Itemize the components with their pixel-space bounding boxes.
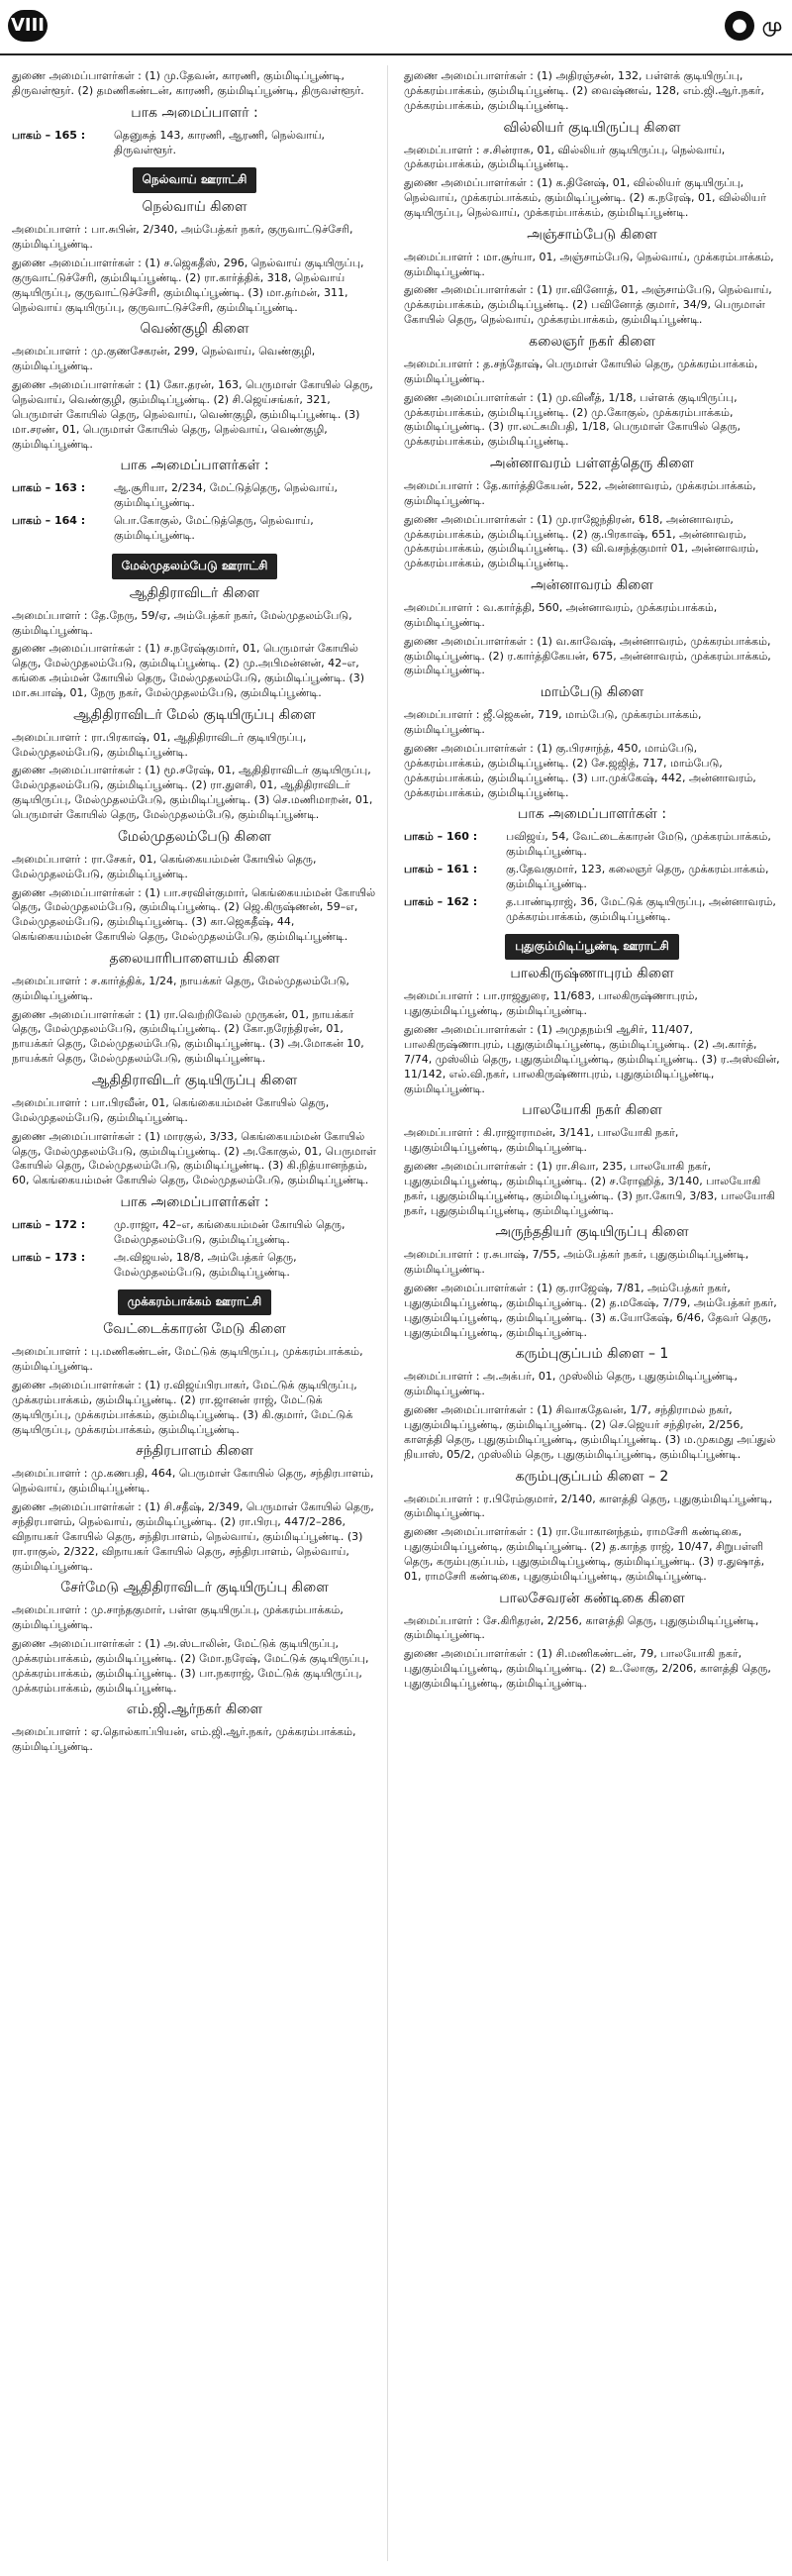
booth-value: ஆ.சூரியா, 2/234, மேட்டுத்தெரு, நெல்வாய், கும்மிடிப்பூண்டி. [114,481,338,510]
paragraph: துணை அமைப்பாளர்கள் : (1) ரா.யோகானந்தம், ராமசேரி கண்டிகை, புதுகும்மிடிப்பூண்டி, கும்மிடிப்பூண்டி. (2) த.காந்த ராஜ், 10/47, சிறுபள்ளி தெரு, கரும்புகுப்பம், புதுகும்மிடிப்பூண்டி, கும்மிடிப்பூண்டி. (3) ர.துஷாத், 01, ராமசேரி கண்டிகை, புதுகும்மிடிப்பூண்டி, கும்மிடிப்பூண்டி. [404,1525,765,1583]
booth-row [12,1218,377,1248]
booth-row [404,895,780,925]
paragraph: அமைப்பாளர் : சே.கிரிதரன், 2/256, காளத்தி தெரு, புதுகும்மிடிப்பூண்டி, கும்மிடிப்பூண்டி. [404,1613,759,1642]
paragraph: அமைப்பாளர் : ரா.சேகர், 01, கெங்கையம்மன் கோயில் தெரு, மேல்முதலம்பேடு, கும்மிடிப்பூண்டி. [12,852,317,880]
paragraph: அமைப்பாளர் : தே.கார்த்திகேயன், 522, அன்னாவரம், முக்கரம்பாக்கம், கும்மிடிப்பூண்டி. [404,479,756,507]
branch-heading: நெல்வாய் கிளை [142,199,248,216]
paragraph: அமைப்பாளர் : ர.சுபாஷ், 7/55, அம்பேத்கர் நகர், புதுகும்மிடிப்பூண்டி, கும்மிடிப்பூண்டி. [404,1248,749,1277]
booth-label: பாகம் – 173 : [12,1250,86,1264]
branch-heading: பாக அமைப்பாளர்கள் : [517,806,667,823]
branch-heading: வேட்டைக்காரன் மேடு கிளை [103,1321,286,1338]
header-brand [725,10,782,42]
booth-value: தெனுசுத் 143, காரணி, ஆரணி, நெல்வாய், திருவள்ளூர். [114,128,326,156]
booth-label: பாகம் – 160 : [404,830,478,844]
branch-heading: அருந்ததியர் குடியிருப்பு கிளை [495,1224,689,1241]
branch-heading: அன்னாவரம் பள்ளத்தெரு கிளை [490,456,694,472]
paragraph: துணை அமைப்பாளர்கள் : (1) ச.ஜெகதீஸ், 296, நெல்வாய் குடியிருப்பு, குருவாட்டுச்சேரி, கும்மிடிப்பூண்டி. (2) ரா.கார்த்திக், 318, நெல்வாய் குடியிருப்பு, குருவாட்டுச்சேரி, கும்மிடிப்பூண்டி. (3) மா.தர்மன், 311, நெல்வாய் குடியிருப்பு, குருவாட்டுச்சேரி, கும்மிடிப்பூண்டி. [12,257,364,314]
page-number: VIII [8,10,48,42]
branch-heading: எம்.ஜி.ஆர்நகர் கிளை [126,1701,263,1718]
paragraph: துணை அமைப்பாளர்கள் : (1) சிவாகதேவன், 1/7, சந்திராமல் நகர், புதுகும்மிடிப்பூண்டி, கும்மிடிப்பூண்டி. (2) செ.ஜெயர் சந்திரன், 2/256, காளத்தி தெரு, புதுகும்மிடிப்பூண்டி, கும்மிடிப்பூண்டி. (3) ம.முகமது அப்துல் நியாஸ், 05/2, முஸ்லிம் தெரு, புதுகும்மிடிப்பூண்டி, கும்மிடிப்பூண்டி. [404,1403,776,1461]
section-heading [12,554,377,579]
section-heading [12,167,377,193]
booth-row [12,481,377,511]
paragraph: துணை அமைப்பாளர்கள் : (1) ர.விஜய்பிரபாகர், மேட்டுக் குடியிருப்பு, முக்கரம்பாக்கம், கும்மிடிப்பூண்டி. (2) ரா.ஜானன் ராஜ், மேட்டுக் குடியிருப்பு, முக்கரம்பாக்கம், கும்மிடிப்பூண்டி. (3) கி.குமார், மேட்டுக் குடியிருப்பு, முக்கரம்பாக்கம், கும்மிடிப்பூண்டி. [12,1379,357,1436]
paragraph: துணை அமைப்பாளர்கள் : (1) மூ.சரேஷ், 01, ஆதிதிராவிடர் குடியிருப்பு, மேல்முதலம்பேடு, கும்மிடிப்பூண்டி. (2) ரா.துளசி, 01, ஆதிதிராவிடர் குடியிருப்பு, மேல்முதலம்பேடு, கும்மிடிப்பூண்டி. (3) செ.மணிமாறன், 01, பெருமாள் கோயில் தெரு, மேல்முதலம்பேடு, கும்மிடிப்பூண்டி. [12,764,373,821]
booth-value: அ.விஜயல், 18/8, அம்பேத்கர் தெரு, மேல்முதலம்பேடு, கும்மிடிப்பூண்டி. [114,1250,297,1279]
booth-value: மு.ராஜா, 42–எ, கங்கையம்மன் கோயில் தெரு, மேல்முதலம்பேடு, கும்மிடிப்பூண்டி. [114,1218,346,1246]
paragraph: துணை அமைப்பாளர்கள் : (1) சி.மணிகண்டன், 79, பாலயோகி நகர், புதுகும்மிடிப்பூண்டி, கும்மிடிப்பூண்டி. (2) உ.லோகு, 2/206, காளத்தி தெரு, புதுகும்மிடிப்பூண்டி, கும்மிடிப்பூண்டி. [404,1647,771,1690]
paragraph: துணை அமைப்பாளர்கள் : (1) அமுதநம்பி ஆசிர், 11/407, பாலகிருஷ்ணாபுரம், புதுகும்மிடிப்பூண்டி, கும்மிடிப்பூண்டி. (2) அ.கார்த், 7/74, முஸ்லிம் தெரு, புதுகும்மிடிப்பூண்டி, கும்மிடிப்பூண்டி. (3) ர.அஸ்வின், 11/142, எல்.வி.நகர், பாலகிருஷ்ணாபுரம், புதுகும்மிடிப்பூண்டி, கும்மிடிப்பூண்டி. [404,1023,780,1095]
booth-label: பாகம் – 161 : [404,863,478,876]
paragraph: துணை அமைப்பாளர்கள் : (1) ரா.வெற்றிவேல் முருகன், 01, நாயக்கர் தெரு, மேல்முதலம்பேடு, கும்மிடிப்பூண்டி. (2) கோ.நரேந்திரன், 01, நாயக்கர் தெரு, மேல்முதலம்பேடு, கும்மிடிப்பூண்டி. (3) அ.மோகன் 10, நாயக்கர் தெரு, மேல்முதலம்பேடு, கும்மிடிப்பூண்டி. [12,1007,364,1066]
paragraph: அமைப்பாளர் : ச.கார்த்திக், 1/24, நாயக்கர் தெரு, மேல்முதலம்பேடு, கும்மிடிப்பூண்டி. [12,974,349,1002]
paragraph: அமைப்பாளர் : தே.நேரு, 59/ஏ, அம்பேத்கர் நகர், மேல்முதலம்பேடு, கும்மிடிப்பூண்டி. [12,608,352,637]
header-right-text: மு [762,14,782,36]
paragraph: அமைப்பாளர் : ச.சின்ராசு, 01, வில்லியர் குடியிருப்பு, நெல்வாய், முக்கரம்பாக்கம், கும்மிடிப்பூண்டி. [404,143,726,171]
section-heading-text: நெல்வாய் ஊராட்சி [133,167,257,193]
booth-row [12,1251,377,1281]
paragraph: அமைப்பாளர் : ஏ.தொல்காப்பியன், எம்.ஜி.ஆர்.நகர், முக்கரம்பாக்கம், கும்மிடிப்பூண்டி. [12,1725,356,1754]
branch-heading: சேர்மேடு ஆதிதிராவிடர் குடியிருப்பு கிளை [60,1580,329,1597]
brand-icon: ● [725,11,754,41]
branch-heading: ஆதிதிராவிடர் குடியிருப்பு கிளை [91,1072,298,1088]
paragraph: அமைப்பாளர் : பா.ராஜதுரை, 11/683, பாலகிருஷ்ணாபுரம், புதுகும்மிடிப்பூண்டி, கும்மிடிப்பூண்டி. [404,989,698,1018]
paragraph: துணை அமைப்பாளர்கள் : (1) மு.தேவன், காரணி, கும்மிடிப்பூண்டி, திருவள்ளூர். (2) தமணிகண்டன், காரணி, கும்மிடிப்பூண்டி, திருவள்ளூர். [12,69,364,97]
paragraph: அமைப்பாளர் : பா.சுபின், 2/340, அம்பேத்கர் நகர், குருவாட்டுச்சேரி, கும்மிடிப்பூண்டி. [12,223,353,252]
branch-heading: பாலசேவரன் கண்டிகை கிளை [499,1590,685,1606]
paragraph: அமைப்பாளர் : அ.அக்பர், 01, முஸ்லிம் தெரு, புதுகும்மிடிப்பூண்டி, கும்மிடிப்பூண்டி. [404,1370,738,1398]
branch-heading: தலையாரிபாளையம் கிளை [109,950,280,967]
paragraph: துணை அமைப்பாளர்கள் : (1) வ.காவேஷ், அன்னாவரம், முக்கரம்பாக்கம், கும்மிடிப்பூண்டி. (2) ர.கார்த்திகேயன், 675, அன்னாவரம், முக்கரம்பாக்கம், கும்மிடிப்பூண்டி. [404,634,771,677]
left-column [12,65,388,2561]
booth-label: பாகம் – 165 : [12,128,86,142]
paragraph: அமைப்பாளர் : மு.சாந்தகுமார், பள்ள குடியிருப்பு, முக்கரம்பாக்கம், கும்மிடிப்பூண்டி. [12,1603,344,1632]
booth-label: பாகம் – 164 : [12,514,86,528]
booth-value: பவிஜய், 54, வேட்டைக்காரன் மேடு, முக்கரம்பாக்கம், கும்மிடிப்பூண்டி. [506,830,771,859]
paragraph: துணை அமைப்பாளர்கள் : (1) கு.பிரசாந்த், 450, மாம்பேடு, முக்கரம்பாக்கம், கும்மிடிப்பூண்டி. (2) சே.ஜஜித், 717, மாம்பேடு, முக்கரம்பாக்கம், கும்மிடிப்பூண்டி. (3) பா.முக்கேஷ், 442, அன்னாவரம், முக்கரம்பாக்கம், கும்மிடிப்பூண்டி. [404,742,756,799]
branch-heading: ஆதிதிராவிடர் கிளை [129,584,260,601]
section-heading-text: முக்கரம்பாக்கம் ஊராட்சி [118,1289,271,1315]
paragraph: துணை அமைப்பாளர்கள் : (1) கு.ராஜேஷ், 7/81, அம்பேத்கர் நகர், புதுகும்மிடிப்பூண்டி, கும்மிடிப்பூண்டி. (2) த.மகேஷ், 7/79, அம்பேத்கர் நகர், புதுகும்மிடிப்பூண்டி, கும்மிடிப்பூண்டி. (3) க.யோகேஷ், 6/46, தேவர் தெரு, புதுகும்மிடிப்பூண்டி, கும்மிடிப்பூண்டி. [404,1282,777,1339]
branch-heading: கலைஞர் நகர் கிளை [529,333,655,350]
paragraph: அமைப்பாளர் : த.சந்தோஷ், பெருமாள் கோயில் தெரு, முக்கரம்பாக்கம், கும்மிடிப்பூண்டி. [404,357,758,385]
branch-heading: பாக அமைப்பாளர் : [131,104,258,121]
booth-value: த.பாண்டிராஜ், 36, மேட்டுக் குடியிருப்பு, அன்னாவரம், முக்கரம்பாக்கம், கும்மிடிப்பூண்டி. [506,894,776,923]
section-heading [404,934,780,960]
branch-heading: மாம்பேடு கிளை [540,684,644,701]
paragraph: துணை அமைப்பாளர்கள் : (1) அ.ஸ்டாலின், மேட்டுக் குடியிருப்பு, முக்கரம்பாக்கம், கும்மிடிப்பூண்டி. (2) மோ.நரேஷ், மேட்டுக் குடியிருப்பு, முக்கரம்பாக்கம், கும்மிடிப்பூண்டி. (3) பா.நகராஜ், மேட்டுக் குடியிருப்பு, முக்கரம்பாக்கம், கும்மிடிப்பூண்டி. [12,1637,369,1695]
two-column-content [12,65,780,2561]
paragraph: அமைப்பாளர் : ரா.பிரகாஷ், 01, ஆதிதிராவிடர் குடியிருப்பு, மேல்முதலம்பேடு, கும்மிடிப்பூண்டி. [12,730,307,759]
booth-value: பொ.கோகுல், மேட்டுத்தெரு, நெல்வாய், கும்மிடிப்பூண்டி. [114,514,314,542]
branch-heading: வில்லியர் குடியிருப்பு கிளை [503,119,681,136]
branch-heading: பாலகிருஷ்ணாபுரம் கிளை [510,966,674,982]
paragraph: துணை அமைப்பாளர்கள் : (1) மு.வினீத், 1/18, பள்ளக் குடியிருப்பு, முக்கரம்பாக்கம், கும்மிடிப்பூண்டி. (2) மு.கோகுல், முக்கரம்பாக்கம், கும்மிடிப்பூண்டி. (3) ரா.லட்சுமிபதி, 1/18, பெருமாள் கோயில் தெரு, முக்கரம்பாக்கம், கும்மிடிப்பூண்டி. [404,390,742,449]
branch-heading: கரும்புகுப்பம் கிளை – 1 [515,1346,669,1363]
paragraph: அமைப்பாளர் : மு.குணசேகரன், 299, நெல்வாய், வெண்குழி, கும்மிடிப்பூண்டி. [12,345,316,373]
paragraph: துணை அமைப்பாளர்கள் : (1) சி.சதீஷ், 2/349, பெருமாள் கோயில் தெரு, சந்திரபாளம், நெல்வாய், கும்மிடிப்பூண்டி. (2) ரா.பிரபு, 447/2–286, விநாயகர் கோயில் தெரு, சந்திரபாளம், நெல்வாய், கும்மிடிப்பூண்டி. (3) ரா.ராகுல், 2/322, விநாயகர் கோயில் தெரு, சந்திரபாளம், நெல்வாய், கும்மிடிப்பூண்டி. [12,1500,374,1573]
paragraph: அமைப்பாளர் : ர.பிரேம்குமார், 2/140, காளத்தி தெரு, புதுகும்மிடிப்பூண்டி, கும்மிடிப்பூண்டி. [404,1492,773,1520]
branch-heading: சந்திரபாளம் கிளை [136,1443,253,1460]
paragraph: துணை அமைப்பாளர்கள் : (1) ரா.வினோத், 01, அஞ்சாம்பேடு, நெல்வாய், முக்கரம்பாக்கம், கும்மிடிப்பூண்டி. (2) பவினோத் குமார், 34/9, பெருமாள் கோயில் தெரு, நெல்வாய், முக்கரம்பாக்கம், கும்மிடிப்பூண்டி. [404,283,772,327]
branch-heading: வெண்குழி கிளை [140,321,249,338]
booth-label: பாகம் – 163 : [12,481,86,495]
branch-heading: கரும்புகுப்பம் கிளை – 2 [515,1468,669,1485]
booth-row [12,514,377,544]
paragraph: துணை அமைப்பாளர்கள் : (1) அதிரஞ்சன், 132, பள்ளக் குடியிருப்பு, முக்கரம்பாக்கம், கும்மிடிப்பூண்டி. (2) வைஷ்ணவ், 128, எம்.ஜி.ஆர்.நகர், முக்கரம்பாக்கம், கும்மிடிப்பூண்டி. [404,69,764,112]
paragraph: துணை அமைப்பாளர்கள் : (1) மாரகுல், 3/33, கெங்கையம்மன் கோயில் தெரு, மேல்முதலம்பேடு, கும்மிடிப்பூண்டி. (2) அ.கோகுல், 01, பெருமாள் கோயில் தெரு, மேல்முதலம்பேடு, கும்மிடிப்பூண்டி. (3) கி.நித்யானந்தம், 60, கெங்கையம்மன் கோயில் தெரு, மேல்முதலம்பேடு, கும்மிடிப்பூண்டி. [12,1129,376,1187]
paragraph: அமைப்பாளர் : மா.சூர்யா, 01, அஞ்சாம்பேடு, நெல்வாய், முக்கரம்பாக்கம், கும்மிடிப்பூண்டி. [404,250,774,278]
paragraph: அமைப்பாளர் : கி.ராஜாராமன், 3/141, பாலயோகி நகர், புதுகும்மிடிப்பூண்டி, கும்மிடிப்பூண்டி. [404,1126,679,1155]
section-heading [12,1289,377,1315]
branch-heading: பாலயோகி நகர் கிளை [522,1102,662,1119]
paragraph: அமைப்பாளர் : வ.கார்த்தி, 560, அன்னாவரம், முக்கரம்பாக்கம், கும்மிடிப்பூண்டி. [404,601,718,629]
branch-heading: பாக அமைப்பாளர்கள் : [120,1194,269,1211]
branch-heading: பாக அமைப்பாளர்கள் : [120,458,269,474]
booth-row [12,129,377,158]
branch-heading: மேல்முதலம்பேடு கிளை [117,828,272,845]
paragraph: துணை அமைப்பாளர்கள் : (1) ச.நரேஷ்குமார், 01, பெருமாள் கோயில் தெரு, மேல்முதலம்பேடு, கும்மிடிப்பூண்டி. (2) மு.அபிமன்னன், 42–எ, கங்கை அம்மன் கோயில் தெரு, மேல்முதலம்பேடு, கும்மிடிப்பூண்டி. (3) மா.சுபாஷ், 01, நேரு நகர், மேல்முதலம்பேடு, கும்மிடிப்பூண்டி. [12,642,365,699]
booth-value: கு.தேவகுமார், 123, கலைஞர் தெரு, முக்கரம்பாக்கம், கும்மிடிப்பூண்டி. [506,863,769,890]
branch-heading: அஞ்சாம்பேடு கிளை [527,226,657,243]
paragraph: அமைப்பாளர் : பு.மணிகண்டன், மேட்டுக் குடியிருப்பு, முக்கரம்பாக்கம், கும்மிடிப்பூண்டி. [12,1345,363,1374]
paragraph: துணை அமைப்பாளர்கள் : (1) பா.சரவிள்குமார், கெங்கையம்மன் கோயில் தெரு, மேல்முதலம்பேடு, கும்மிடிப்பூண்டி. (2) ஜெ.கிருஷ்ணன், 59–எ, மேல்முதலம்பேடு, கும்மிடிப்பூண்டி. (3) கா.ஜெகதீஷ், 44, கெங்கையம்மன் கோயில் தெரு, மேல்முதலம்பேடு, கும்மிடிப்பூண்டி. [12,885,376,944]
booth-row [404,863,780,892]
paragraph: துணை அமைப்பாளர்கள் : (1) ரா.சிவா, 235, பாலயோகி நகர், புதுகும்மிடிப்பூண்டி, கும்மிடிப்பூண்டி. (2) ச.ரோஹித், 3/140, பாலயோகி நகர், புதுகும்மிடிப்பூண்டி, கும்மிடிப்பூண்டி. (3) நா.கோபி, 3/83, பாலயோகி நகர், புதுகும்மிடிப்பூண்டி, கும்மிடிப்பூண்டி. [404,1160,776,1217]
paragraph: துணை அமைப்பாளர்கள் : (1) கோ.தரன், 163, பெருமாள் கோயில் தெரு, நெல்வாய், வெண்குழி, கும்மிடிப்பூண்டி. (2) சி.ஜெய்சங்கர், 321, பெருமாள் கோயில் தெரு, நெல்வாய், வெண்குழி, கும்மிடிப்பூண்டி. (3) மா.சரண், 01, பெருமாள் கோயில் தெரு, நெல்வாய், வெண்குழி, கும்மிடிப்பூண்டி. [12,378,373,451]
paragraph: துணை அமைப்பாளர்கள் : (1) மு.ராஜேந்திரன், 618, அன்னாவரம், முக்கரம்பாக்கம், கும்மிடிப்பூண்டி. (2) கு.பிரகாஷ், 651, அன்னாவரம், முக்கரம்பாக்கம், கும்மிடிப்பூண்டி. (3) வி.வசந்த்குமார் 01, அன்னாவரம், முக்கரம்பாக்கம், கும்மிடிப்பூண்டி. [404,512,759,570]
booth-row [404,830,780,860]
paragraph: துணை அமைப்பாளர்கள் : (1) க.தினேஷ், 01, வில்லியர் குடியிருப்பு, நெல்வாய், முக்கரம்பாக்கம், கும்மிடிப்பூண்டி. (2) க.நரேஷ், 01, வில்லியர் குடியிருப்பு, நெல்வாய், முக்கரம்பாக்கம், கும்மிடிப்பூண்டி. [404,176,766,219]
section-heading-text: புதுகும்மிடிப்பூண்டி ஊராட்சி [505,934,679,960]
paragraph: அமைப்பாளர் : ஜீ.ஜெகன், 719, மாம்பேடு, முக்கரம்பாக்கம், கும்மிடிப்பூண்டி. [404,708,702,737]
branch-heading: அன்னாவரம் கிளை [531,577,653,594]
branch-heading: ஆதிதிராவிடர் மேல் குடியிருப்பு கிளை [73,706,316,723]
page-header [0,0,792,55]
right-column [404,65,780,2561]
section-heading-text: மேல்முதலம்பேடு ஊராட்சி [112,554,278,579]
booth-label: பாகம் – 162 : [404,894,478,908]
booth-label: பாகம் – 172 : [12,1218,86,1232]
paragraph: அமைப்பாளர் : பா.பிரவீன், 01, கெங்கையம்மன் கோயில் தெரு, மேல்முதலம்பேடு, கும்மிடிப்பூண்டி. [12,1095,330,1124]
paragraph: அமைப்பாளர் : மு.கணபதி, 464, பெருமாள் கோயில் தெரு, சந்திரபாளம், நெல்வாய், கும்மிடிப்பூண்டி. [12,1467,374,1495]
